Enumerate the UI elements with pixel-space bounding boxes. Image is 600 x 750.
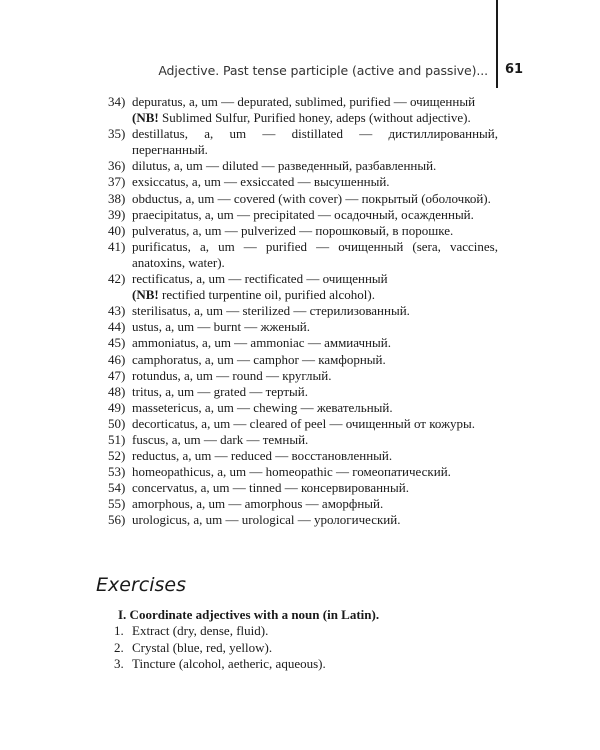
item-number: 38) [108,190,126,206]
item-text: camphoratus, a, um — camphor — камфорный. [132,351,386,367]
item-text: sterilisatus, a, um — sterilized — стерилизованный. [132,303,410,319]
item-number: 39) [108,206,126,222]
vocab-item [108,480,498,496]
item-number: 44) [108,319,126,335]
item-text: dilutus, a, um — diluted — разведенный, разбавленный. [132,158,437,174]
vocab-item [108,432,498,448]
vocab-item [108,384,498,400]
vocab-item [108,126,498,158]
vocab-item [108,174,498,190]
item-text: concervatus, a, um — tinned — консервированный. [132,480,409,496]
running-title: Adjective. Past tense participle (active and passive)... [158,63,488,78]
vocab-item [108,464,498,480]
exercise-list [114,623,326,673]
item-text: fuscus, a, um — dark — темный. [132,431,309,447]
task-title: I. Coordinate adjectives with a noun (in Latin). [118,607,380,622]
item-number: 49) [108,399,126,415]
vocab-item [108,448,498,464]
item-number: 40) [108,222,126,238]
exercises-heading: Exercises [96,574,186,596]
item-number: 50) [108,415,126,431]
item-text: pulveratus, a, um — pulverized — порошковый, в порошке. [132,222,454,238]
item-number: 45) [108,335,126,351]
item-text: ustus, a, um — burnt — жженый. [132,319,311,335]
exercise-item [114,640,326,657]
item-number: 47) [108,367,126,383]
exercise-text: Crystal (blue, red, yellow). [132,639,273,655]
item-number: 56) [108,512,126,528]
item-text: exsiccatus, a, um — exsiccated — высушенный. [132,174,390,190]
vocab-item [108,400,498,416]
exercise-text: Extract (dry, dense, fluid). [132,623,269,638]
vocab-item [108,223,498,239]
vocab-item [108,239,498,271]
item-number: 46) [108,351,126,367]
vocab-item [108,352,498,368]
exercise-number: 3. [114,656,124,671]
item-number: 52) [108,448,126,464]
exercise-number: 2. [114,639,124,655]
item-text: rotundus, a, um — round — круглый. [132,367,332,383]
item-text: ammoniatus, a, um — ammoniac — аммиачный. [132,335,391,351]
exercise-item [114,623,326,640]
nb-label: NB! [136,287,159,303]
item-number: 48) [108,383,126,399]
item-number: 34) [108,94,126,109]
vocab-item [108,158,498,174]
nb-text: Sublimed Sulfur, Purified honey, adeps (without adjective). [158,110,471,126]
exercise-text: Tincture (alcohol, aetheric, aqueous). [132,656,326,671]
item-number: 53) [108,464,126,480]
vocab-item [108,207,498,223]
item-number: 51) [108,431,126,447]
exercise-item [114,656,326,673]
item-text: decorticatus, a, um — cleared of peel — очищенный от кожуры. [132,415,476,431]
vocab-item [108,512,498,528]
vocab-item [108,335,498,351]
item-text: purificatus, a, um — purified — очищенный (sera, vaccines, anatoxins, water). [132,238,498,270]
item-text: obductus, a, um — covered (with cover) — покрытый (оболочкой). [132,190,491,206]
item-number: 55) [108,496,126,512]
vocab-item [108,416,498,432]
item-text: tritus, a, um — grated — тертый. [132,383,308,399]
item-text: reductus, a, um — reduced — восстановленный. [132,448,393,464]
item-number: 54) [108,480,126,496]
item-number: 37) [108,174,126,190]
item-text: amorphous, a, um — amorphous — аморфный. [132,496,384,512]
item-text: destillatus, a, um — distillated — дистиллированный, перегнанный. [132,126,498,158]
header-rule [496,0,498,88]
item-text: homeopathicus, a, um — homeopathic — гомеопатический. [132,464,451,480]
item-number: 41) [108,238,126,254]
vocab-item [108,368,498,384]
vocab-item: 42) rectificatus, a, um — rectificated — очищенный (NB! rectified turpentine oil, purified alcohol). [108,271,388,303]
exercise-number: 1. [114,623,124,638]
item-number: 42) [108,271,126,287]
item-number: 43) [108,303,126,319]
vocab-item: 34) depuratus, a, um — depurated, sublimed, purified — очищенный (NB! Sublimed Sulfur, Purified honey, adeps (without adjective). [108,94,476,126]
vocab-item [108,303,498,319]
item-number: 35) [108,126,126,142]
item-text: rectificatus, a, um — rectificated — очищенный [132,271,388,287]
item-text: depuratus, a, um — depurated, sublimed, purified — очищенный [132,94,476,109]
item-text: urologicus, a, um — urological — урологический. [132,512,401,528]
item-number: 36) [108,158,126,174]
item-text: massetericus, a, um — chewing — жевательный. [132,399,393,415]
item-text: praecipitatus, a, um — precipitated — осадочный, осажденный. [132,206,474,222]
nb-text: rectified turpentine oil, purified alcohol). [158,287,375,303]
vocab-item [108,496,498,512]
page-number: 61 [505,62,524,77]
nb-label: NB! [136,110,159,126]
vocabulary-list [108,94,498,529]
vocab-item [108,191,498,207]
vocab-item [108,319,498,335]
